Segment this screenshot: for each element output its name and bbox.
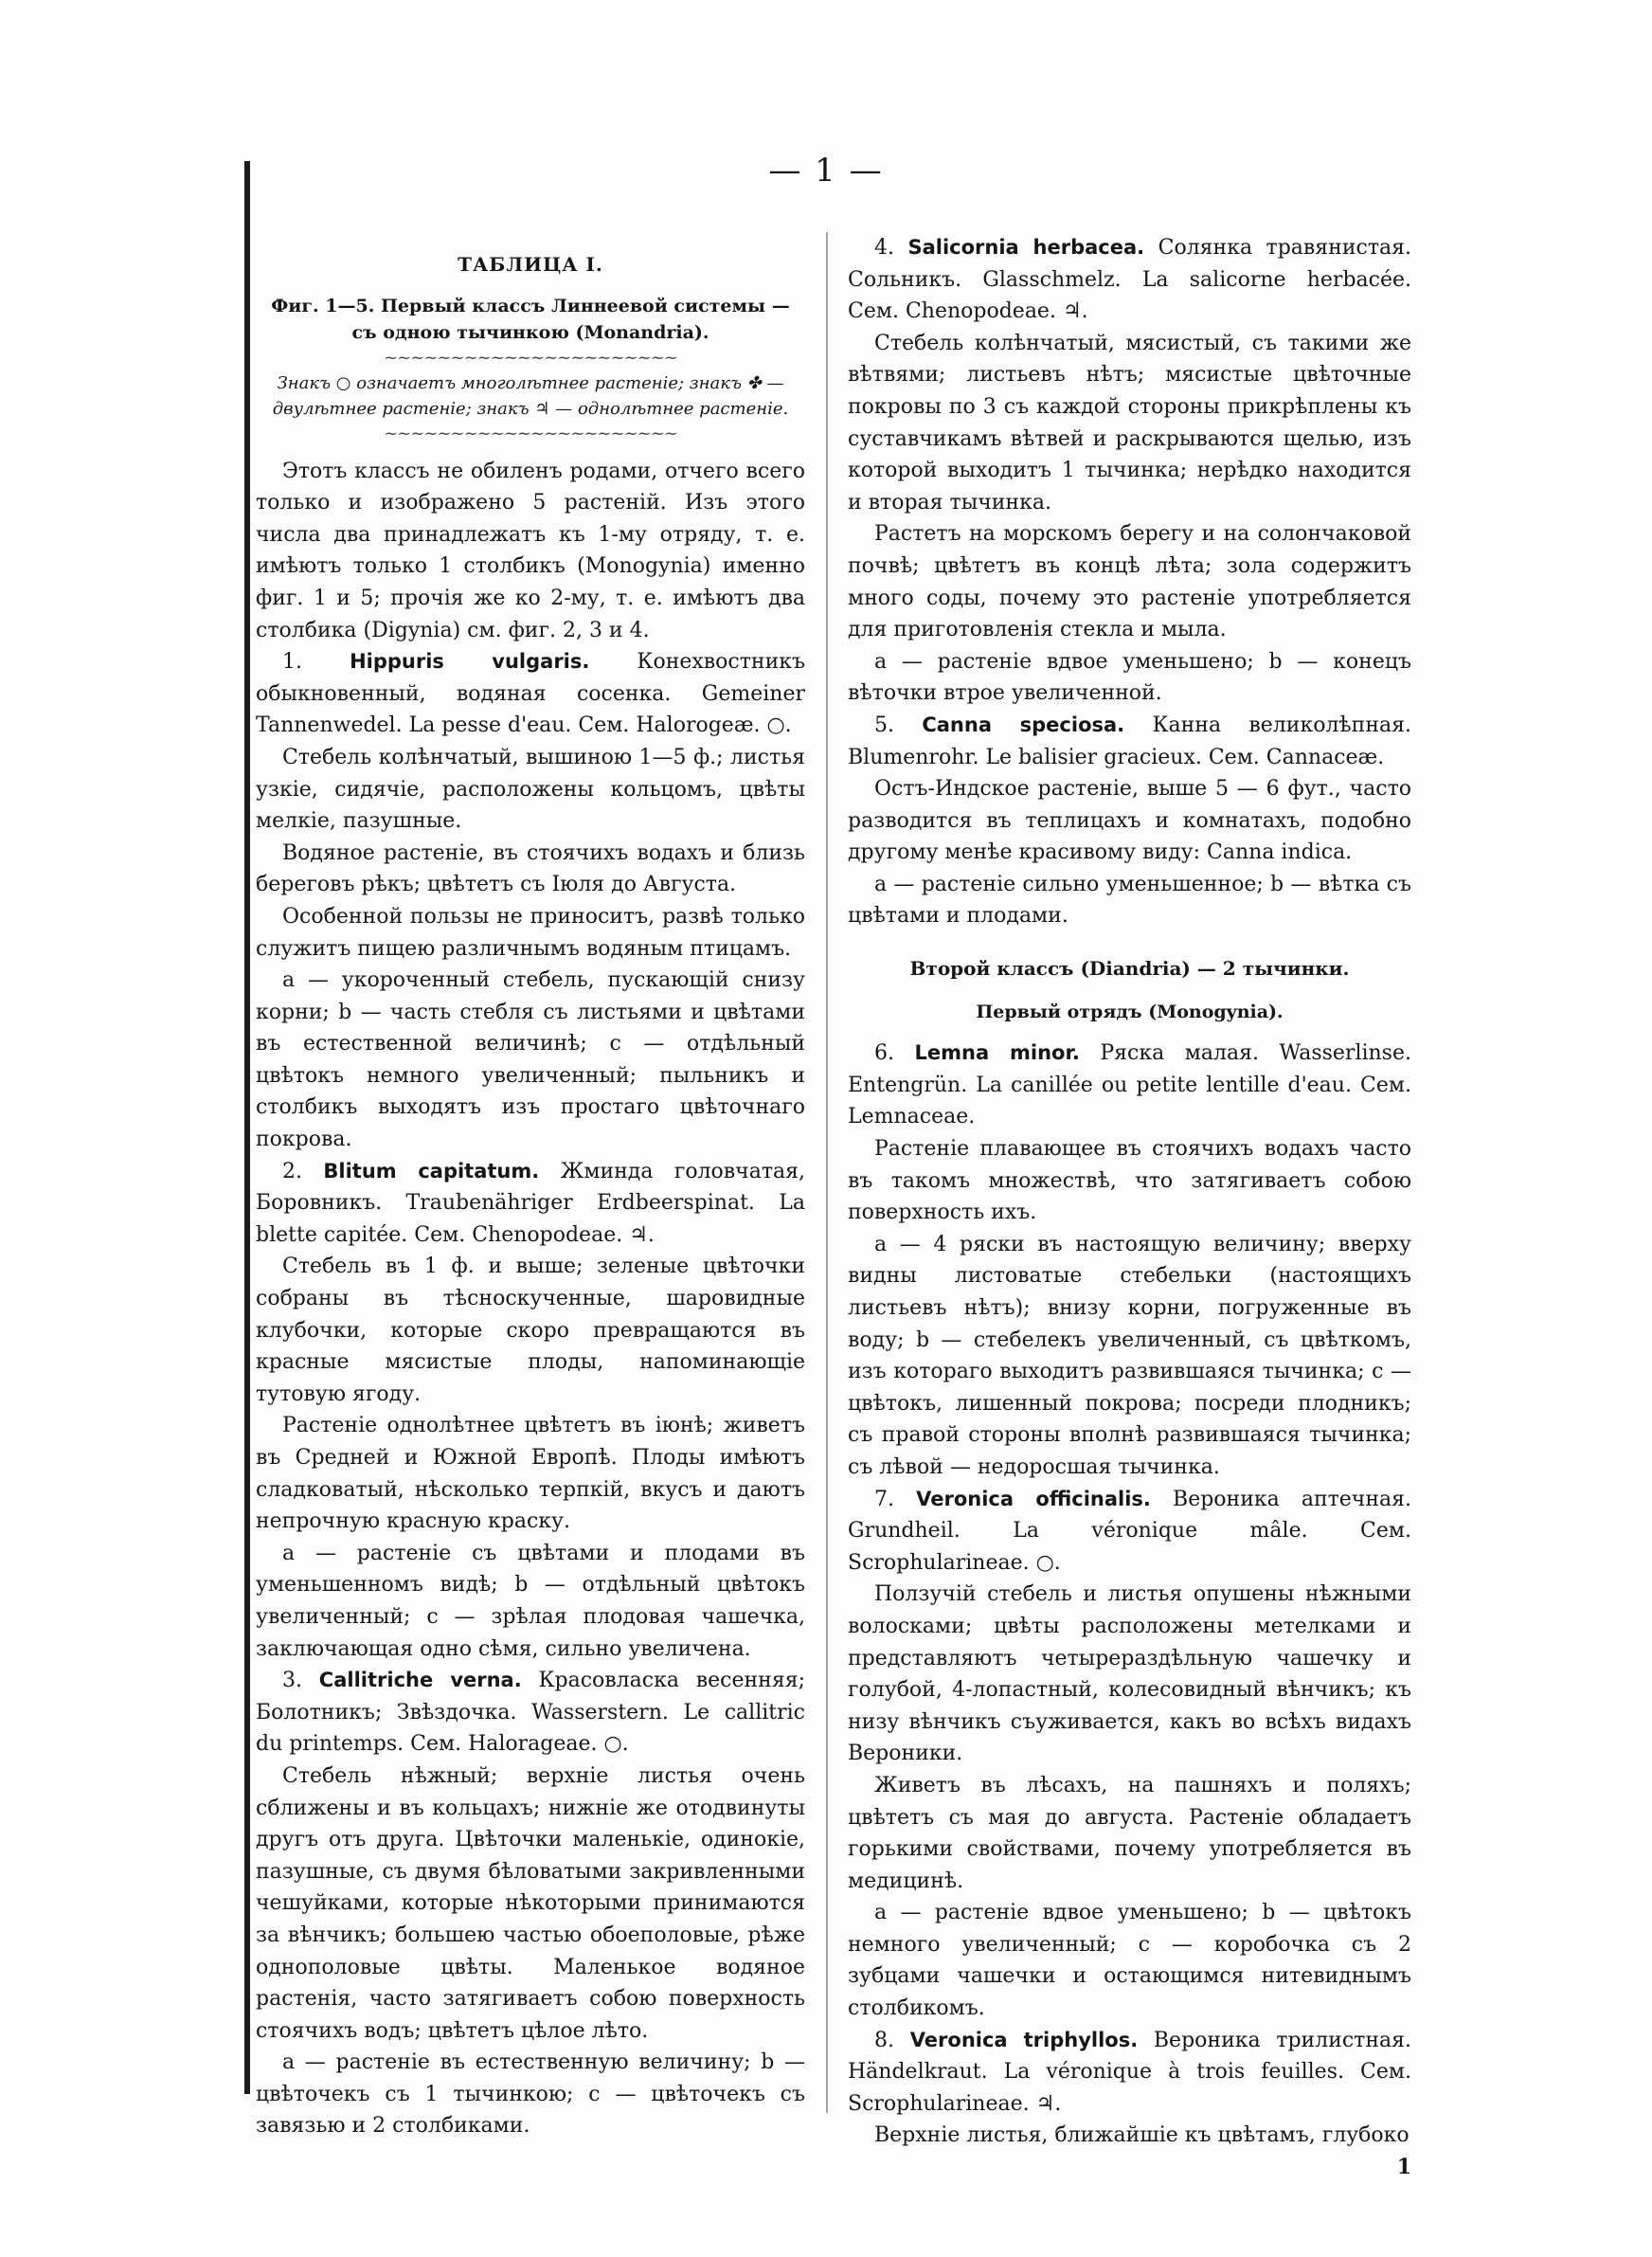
entry-number: 8.	[874, 2028, 894, 2052]
species-names: Вероника аптечная. Grundheil. La véronique mâle. Сем. Scrophularineae. ○.	[848, 1487, 1412, 1575]
species-name: Blitum capitatum.	[323, 1159, 540, 1183]
species-entry	[848, 1038, 1411, 1133]
species-names: Ряска малая. Wasserlinse. Entengrün. La canillée ou petite lentille d'eau. Сем. Lemnaceae.	[848, 1041, 1411, 1129]
class-heading: Второй классъ (Diandria) — 2 тычинки.	[909, 957, 1350, 981]
signature-mark: 1	[1396, 2155, 1411, 2180]
paragraph: Водяное растеніе, въ стоячихъ водахъ и близь береговъ рѣкъ; цвѣтетъ съ Іюля до Августа.	[256, 840, 805, 897]
ornament-rule: ~~~~~~~~~~~~~~~~~~~~~~	[384, 347, 677, 368]
species-entry	[256, 646, 805, 742]
paragraph: Стебель нѣжный; верхніе листья очень сближены и въ кольцахъ; нижніе же отодвинуты другъ отъ друга. Цвѣточки маленькіе, одинокіе, пазушные, съ двумя бѣловатыми закривленными чешуйками, которые нѣкоторыми принимаются за вѣнчикъ; большею частью обоеполовые, рѣже однополовые цвѣты. Маленькое водяное растенія, часто затягиваетъ собою поверхность стоячихъ водъ; цвѣтетъ цѣлое лѣто.	[256, 1763, 805, 2043]
left-column	[256, 232, 805, 2142]
entry-number: 6.	[874, 1041, 894, 1066]
figure-legend: a — 4 ряски въ настоящую величину; вверху видны листоватые стебельки (настоящихъ листьевъ нѣтъ); внизу корни, погруженные въ воду; b — стебелекъ увеличенный, съ цвѣткомъ, изъ котораго выходитъ развившаяся тычинка; c — цвѣтокъ, лишенный покрова; посреди плодникъ; съ правой стороны вполнѣ развившаяся тычинка; съ лѣвой — недоросшая тычинка.	[848, 1232, 1411, 1479]
entry-number: 5.	[874, 713, 894, 737]
species-name: Salicornia herbacea.	[907, 236, 1145, 259]
table-subtitle: Фиг. 1—5. Первый классъ Линнеевой системы — съ одною тычинкою (Monandria).	[271, 295, 790, 343]
column-divider	[826, 232, 828, 2113]
species-name: Hippuris vulgaris.	[350, 650, 590, 674]
paragraph: Верхніе листья, ближайшіе къ цвѣтамъ, глубоко	[874, 2123, 1410, 2148]
figure-legend: a — растеніе сильно уменьшенное; b — вѣтка съ цвѣтами и плодами.	[848, 872, 1411, 929]
table-title: ТАБЛИЦА I.	[458, 253, 603, 276]
species-entry	[848, 1484, 1411, 1580]
species-names: Вероника трилистная. Händelkraut. La véronique à trois feuilles. Сем. Scrophularineae. ♃.	[848, 2028, 1411, 2116]
paragraph: Ползучій стебель и листья опушены нѣжными волосками; цвѣты расположены метелками и представляютъ четырераздѣльную чашечку и голубой, 4-лопастный, колесовидный вѣнчикъ; къ низу вѣнчикъ съуживается, какъ во всѣхъ видахъ Вероники.	[848, 1582, 1411, 1766]
paragraph: Стебель въ 1 ф. и выше; зеленые цвѣточки собраны въ тѣсноскученные, шаровидные клубочки, которые скоро превращаются въ красные мясистые плоды, напоминающіе тутовую ягоду.	[256, 1255, 805, 1406]
right-column	[848, 232, 1411, 2184]
paragraph: Растеніе однолѣтнее цвѣтетъ въ іюнѣ; живетъ въ Средней и Южной Европѣ. Плоды имѣютъ сладковатый, нѣсколько терпкій, вкусъ и даютъ непрочную красную краску.	[256, 1414, 805, 1534]
species-names: Конехвостникъ обыкновенный, водяная сосенка. Gemeiner Tannenwedel. La pesse d'eau. Сем. Halorogeæ. ○.	[256, 650, 805, 738]
ornament-rule: ~~~~~~~~~~~~~~~~~~~~~~	[384, 423, 677, 443]
species-name: Callitriche verna.	[318, 1669, 522, 1692]
species-names: Красовласка весенняя; Болотникъ; Звѣздочка. Wasserstern. Le callitric du printemps. Сем. Halorageae. ○.	[256, 1669, 805, 1757]
entry-number: 3.	[282, 1669, 302, 1693]
intro-paragraph: Этотъ классъ не обиленъ родами, отчего всего только и изображено 5 растеній. Изъ этого числа два принадлежатъ къ 1-му отряду, т. е. имѣютъ только 1 столбикъ (Monogynia) именно фиг. 1 и 5; прочія же ко 2-му, т. е. имѣютъ два столбика (Digynia) см. фиг. 2, 3 и 4.	[256, 459, 805, 642]
figure-legend: a — растеніе въ естественную величину; b — цвѣточекъ съ 1 тычинкою; c — цвѣточекъ съ завязью и 2 столбиками.	[256, 2050, 805, 2139]
entry-number: 1.	[282, 650, 302, 675]
paragraph: Растеніе плавающее въ стоячихъ водахъ часто въ такомъ множествѣ, что затягиваетъ собою поверхность ихъ.	[848, 1137, 1411, 1225]
page-number: — 1 —	[768, 152, 884, 190]
species-name: Veronica officinalis.	[916, 1487, 1151, 1510]
figure-legend: a — растеніе вдвое уменьшено; b — конецъ вѣточки втрое увеличенной.	[848, 649, 1411, 706]
paragraph: Живетъ въ лѣсахъ, на пашняхъ и поляхъ; цвѣтетъ съ мая до августа. Растеніе обладаетъ горькими свойствами, почему употребляется въ медицинѣ.	[848, 1773, 1411, 1893]
species-names: Солянка травянистая. Сольникъ. Glasschmelz. La salicorne herbacée. Сем. Chenopodeae. ♃.	[848, 236, 1411, 324]
scan-edge	[244, 161, 250, 2094]
species-name: Lemna minor.	[914, 1041, 1080, 1065]
paragraph: Особенной пользы не приноситъ, развѣ только служитъ пищею различнымъ водяным птицамъ.	[256, 904, 805, 961]
species-entry	[256, 1665, 805, 1760]
species-name: Veronica triphyllos.	[909, 2028, 1139, 2051]
figure-legend: a — укороченный стебель, пускающій снизу корни; b — часть стебля съ листьями и цвѣтами въ естественной величинѣ; c — отдѣльный цвѣтокъ немного увеличенный; пыльникъ и столбикъ выходятъ изъ простаго цвѣточнаго покрова.	[256, 968, 805, 1152]
paragraph: Стебель колѣнчатый, вышиною 1—5 ф.; листья узкіе, сидячіе, расположены кольцомъ, цвѣты мелкіе, пазушные.	[256, 745, 805, 834]
entry-number: 7.	[874, 1487, 894, 1511]
species-entry	[256, 1156, 805, 1252]
figure-legend: a — растеніе съ цвѣтами и плодами въ уменьшенномъ видѣ; b — отдѣльный цвѣтокъ увеличенный; c — зрѣлая плодовая чашечка, заключающая одно сѣмя, сильно увеличена.	[256, 1541, 805, 1661]
species-entry	[848, 2025, 1411, 2121]
symbol-legend: Знакъ ○ означаетъ многолѣтнее растеніе; знакъ ✤ — двулѣтнее растеніе; знакъ ♃ — однолѣтнее растеніе.	[272, 372, 789, 419]
species-name: Canna speciosa.	[922, 713, 1125, 736]
species-names: Канна великолѣпная. Blumenrohr. Le balisier gracieux. Сем. Cannaceæ.	[848, 713, 1411, 769]
order-heading: Первый отрядъ (Monogynia).	[976, 1001, 1284, 1022]
entry-number: 2.	[282, 1159, 302, 1183]
paragraph: Остъ-Индское растеніе, выше 5 — 6 фут., часто разводится въ теплицахъ и комнатахъ, подобно другому менѣе красивому виду: Canna indica.	[848, 777, 1411, 865]
species-names: Жминда головчатая, Боровникъ. Traubenähriger Erdbeerspinat. La blette capitée. Сем. Chenopodeae. ♃.	[256, 1159, 806, 1247]
figure-legend: a — растеніе вдвое уменьшено; b — цвѣтокъ немного увеличенный; c — коробочка съ 2 зубцами чашечки и остающимся нитевиднымъ столбикомъ.	[848, 1901, 1411, 2021]
species-entry	[848, 232, 1411, 328]
entry-number: 4.	[874, 236, 894, 260]
species-entry	[848, 710, 1411, 773]
paragraph: Стебель колѣнчатый, мясистый, съ такими же вѣтвями; листьевъ нѣтъ; мясистые цвѣточные покровы по 3 съ каждой стороны прикрѣплены къ суставчикамъ вѣтвей и раскрываются щелью, изъ которой выходитъ 1 тычинка; нерѣдко находится и вторая тычинка.	[848, 331, 1411, 515]
paragraph: Растетъ на морскомъ берегу и на солончаковой почвѣ; цвѣтетъ въ концѣ лѣта; зола содержитъ много соды, почему это растеніе употребляется для приготовленія стекла и мыла.	[848, 522, 1411, 642]
